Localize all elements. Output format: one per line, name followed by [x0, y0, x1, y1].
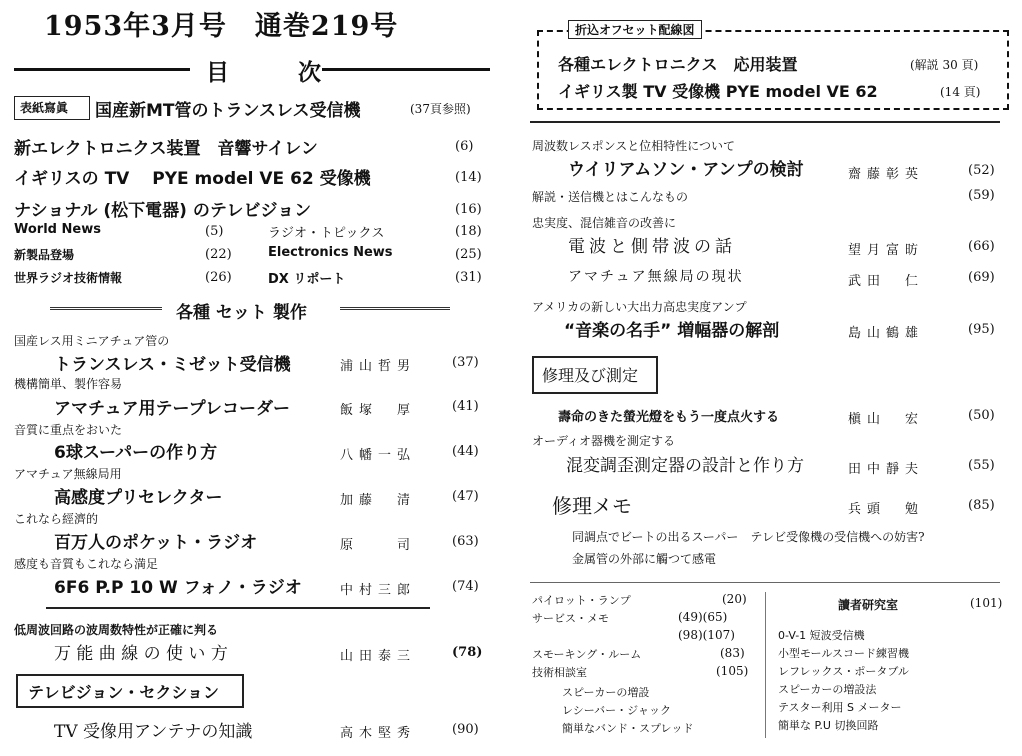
repair-memo-author: 兵頭 勉: [848, 502, 925, 517]
misc-3-page: (98)(107): [678, 628, 735, 642]
set-4-author: 加藤 清: [340, 493, 417, 508]
column-1-left: World News: [14, 222, 101, 237]
set-2-title: アマチュア用テープレコーダー: [54, 399, 290, 419]
toc-rule-right: [322, 68, 490, 71]
insert-line1: 各種エレクトロニクス 応用装置: [558, 55, 798, 74]
cover-label: 表紙寫眞: [20, 101, 69, 115]
set-5-sub: これなら經濟的: [14, 512, 99, 526]
set-1-title: トランスレス・ミゼット受信機: [54, 355, 291, 375]
sets-heading: 各種 セット 製作: [176, 303, 307, 323]
feature-2-page: (14): [455, 170, 482, 185]
repair-1-author: 槇山 宏: [848, 412, 925, 427]
column-2-left: 新製品登場: [14, 248, 75, 262]
column-3-right: DX リポート: [268, 272, 346, 287]
article-4-author: 武田 仁: [848, 274, 925, 289]
repair-memo-title: 修理メモ: [552, 494, 632, 518]
article-1-title: ウイリアムソン・アンプの検討: [568, 160, 804, 180]
article-5-page: (95): [968, 322, 995, 337]
insert-line2-note: (14 頁): [940, 85, 981, 99]
feature-3-title: ナショナル (松下電器) のテレビジョン: [14, 201, 312, 221]
lowfreq-title: 万 能 曲 線 の 使 い 方: [54, 644, 228, 664]
set-5-title: 百万人のポケット・ラジオ: [54, 533, 258, 553]
insert-line1-note: (解説 30 頁): [910, 58, 979, 72]
misc-6-title: スピーカーの増設: [562, 686, 650, 699]
set-1-author: 浦山哲男: [340, 359, 417, 374]
article-3-page: (66): [968, 239, 995, 254]
article-1-sub: 周波数レスポンスと位相特性について: [532, 139, 736, 153]
set-4-title: 高感度プリセレクター: [54, 488, 223, 508]
article-4-page: (69): [968, 270, 995, 285]
set-1-page: (37): [452, 355, 479, 370]
misc-2-title: サービス・メモ: [532, 612, 609, 625]
feature-1-title: 新エレクトロニクス装置 音響サイレン: [14, 139, 318, 159]
insert-line2: イギリス製 TV 受像機 PYE model VE 62: [558, 82, 878, 101]
toc-rule-left: [14, 68, 190, 71]
set-5-page: (63): [452, 534, 479, 549]
sets-rule-right: [340, 307, 450, 310]
toc-title: 目 次: [206, 59, 321, 86]
column-3-left-page: (26): [205, 270, 232, 285]
lowfreq-sub: 低周波回路の波周数特性が正確に判る: [14, 623, 219, 637]
sets-rule-left: [50, 307, 162, 310]
readers-page: (101): [970, 596, 1003, 610]
column-1-right: ラジオ・トピックス: [268, 226, 385, 241]
article-2-sub: 解説・送信機とはこんなもの: [532, 190, 689, 204]
repair-memo-line2: 金属管の外部に觸つて感電: [572, 552, 717, 566]
article-5-title: “音楽の名手” 増幅器の解剖: [564, 321, 780, 341]
set-6-author: 中村三郎: [340, 583, 417, 598]
repair-2-title: 混変調歪測定器の設計と作り方: [566, 456, 804, 476]
column-2-right: Electronics News: [268, 245, 393, 260]
misc-5-page: (105): [716, 664, 749, 678]
set-6-sub: 感度も音質もこれなら満足: [14, 557, 159, 571]
readers-item-2: 小型モールスコード練習機: [778, 647, 910, 660]
lowfreq-author: 山田泰三: [340, 649, 417, 664]
repair-2-author: 田中靜夫: [848, 462, 925, 477]
repair-1-title: 壽命のきた螢光燈をもう一度点火する: [558, 410, 780, 425]
article-1-author: 齋藤彰英: [848, 167, 925, 182]
misc-8-title: 簡単なバンド・スプレッド: [562, 722, 694, 735]
feature-3-page: (16): [455, 202, 482, 217]
article-1-page: (52): [968, 163, 995, 178]
readers-item-6: 簡単な P.U 切換回路: [778, 719, 879, 732]
repair-label: 修理及び測定: [542, 366, 639, 385]
set-4-sub: アマチュア無線局用: [14, 467, 122, 481]
lowfreq-page: (78): [452, 645, 483, 660]
repair-2-sub: オーディオ器機を測定する: [532, 434, 676, 448]
lower-rule: [530, 582, 1000, 583]
insert-label: 折込オフセット配線図: [568, 20, 702, 39]
column-2-right-page: (25): [455, 247, 482, 262]
readers-item-5: テスター利用 S メーター: [778, 701, 902, 714]
cover-title: 国産新MT管のトランスレス受信機: [95, 101, 361, 121]
column-divider: [765, 592, 766, 738]
set-3-page: (44): [452, 444, 479, 459]
article-5-sub: アメリカの新しい大出力高忠実度アンプ: [532, 300, 747, 314]
insert-rule: [530, 121, 1000, 123]
set-2-page: (41): [452, 399, 479, 414]
lowfreq-rule: [46, 607, 430, 609]
readers-item-4: スピーカーの増設法: [778, 683, 877, 696]
readers-item-3: レフレックス・ポータブル: [778, 665, 909, 678]
set-6-page: (74): [452, 579, 479, 594]
column-3-left: 世界ラジオ技術情報: [14, 271, 123, 285]
misc-7-title: レシーバー・ジャック: [562, 704, 671, 717]
repair-memo-line1: 同調点でビートの出るスーパー テレビ受像機の受信機への妨害?: [572, 530, 925, 544]
readers-item-1: 0-V-1 短波受信機: [778, 629, 865, 642]
set-5-author: 原 司: [340, 538, 417, 553]
misc-1-title: パイロット・ランプ: [532, 594, 631, 607]
set-2-sub: 機構簡単、製作容易: [14, 377, 123, 391]
repair-2-page: (55): [968, 458, 995, 473]
misc-4-page: (83): [720, 646, 745, 660]
set-4-page: (47): [452, 489, 479, 504]
article-3-title: 電波と側帯波の話: [568, 237, 736, 257]
set-3-sub: 音質に重点をおいた: [14, 423, 123, 437]
set-1-sub: 国産レス用ミニアチュア管の: [14, 334, 170, 348]
article-2-page: (59): [968, 188, 995, 203]
feature-2-title: イギリスの TV PYE model VE 62 受像機: [14, 169, 371, 189]
set-2-author: 飯塚 厚: [340, 403, 417, 418]
tv-section-author: 高木堅秀: [340, 726, 417, 741]
misc-2-page: (49)(65): [678, 610, 728, 624]
set-3-title: 6球スーパーの作り方: [54, 443, 218, 463]
column-1-left-page: (5): [205, 224, 224, 239]
misc-1-page: (20): [722, 592, 747, 606]
issue-heading: 1953年3月号 通巻219号: [44, 11, 399, 42]
article-4-title: アマチュア無線局の現状: [568, 269, 744, 285]
tv-section-title: TV 受像用アンテナの知識: [54, 722, 253, 742]
misc-4-title: スモーキング・ルーム: [532, 648, 642, 661]
column-1-right-page: (18): [455, 224, 482, 239]
set-3-author: 八幡一弘: [340, 448, 417, 463]
column-2-left-page: (22): [205, 247, 232, 262]
repair-1-page: (50): [968, 408, 995, 423]
article-3-sub: 忠実度、混信雑音の改善に: [532, 216, 677, 230]
tv-section-label: テレビジョン・セクション: [28, 683, 220, 702]
repair-memo-page: (85): [968, 498, 995, 513]
cover-ref: (37頁参照): [410, 102, 471, 116]
feature-1-page: (6): [455, 139, 474, 154]
article-3-author: 望月富昉: [848, 243, 925, 258]
readers-title: 讀者研究室: [838, 598, 899, 612]
tv-section-page: (90): [452, 722, 479, 737]
misc-5-title: 技術相談室: [532, 666, 587, 679]
set-6-title: 6F6 P.P 10 W フォノ・ラジオ: [54, 578, 302, 598]
article-5-author: 島山鶴雄: [848, 326, 925, 341]
column-3-right-page: (31): [455, 270, 482, 285]
